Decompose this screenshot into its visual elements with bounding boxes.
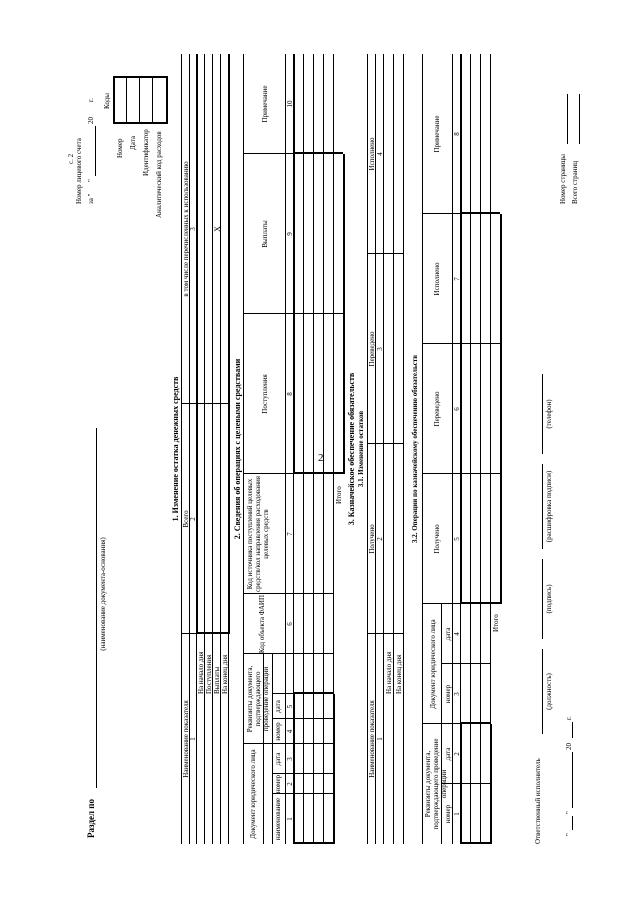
table3-1-col-name: Наименование показателя <box>368 700 376 778</box>
table1-num-3: 3 <box>189 227 197 231</box>
table2-num-1: 1 <box>286 817 294 821</box>
table2-num-6: 6 <box>286 622 294 626</box>
table3-1-row-end: На конец дня <box>395 654 403 694</box>
table3-1-col-received: Получено <box>368 524 376 554</box>
section3-1-title: 3.1. Изменение остатков <box>357 410 365 488</box>
table2-total-label: Итого <box>335 486 343 504</box>
date-open-quote: " <box>565 833 573 836</box>
table2-col-date1: дата <box>274 752 282 766</box>
field-number: Номер <box>116 138 124 158</box>
date-close-quote: " <box>565 811 573 814</box>
table3-1-num-1: 1 <box>376 737 384 741</box>
caption-phone: (телефон) <box>545 399 553 429</box>
field-analytic-code: Аналитический код расходов <box>155 131 163 218</box>
table1-title: 1. Изменение остатка денежных средств <box>171 376 180 522</box>
table3-1-num-3: 3 <box>376 347 384 351</box>
table1-row-end: На конец дня <box>221 654 229 694</box>
table2-col-payments: Выплаты <box>261 220 269 248</box>
account-label: Номер лицевого счета <box>75 138 83 204</box>
table3-2-num-6: 6 <box>453 407 461 411</box>
table3-1-col-executed: Исполнено <box>368 137 376 171</box>
rotated-form <box>60 54 620 844</box>
page-number: 2 <box>318 452 324 464</box>
table3-2-col-executed: Исполнено <box>433 262 441 296</box>
table2-num-3: 3 <box>286 757 294 761</box>
table2-num-8: 8 <box>286 392 294 396</box>
table2-group-document: Документ юридического лица <box>249 749 257 839</box>
table1-col-total: Всего <box>182 510 190 528</box>
table2-col-name: наименование <box>274 797 282 841</box>
table3-2-group-document: Документ юридического лица <box>429 619 437 709</box>
table1-row-out: Выплаты <box>213 666 221 694</box>
year-g: г. <box>87 98 95 102</box>
table3-2-num-2: 2 <box>453 752 461 756</box>
table1-num-1: 1 <box>189 737 197 741</box>
table3-2-col-date2: дата <box>444 627 452 641</box>
date-prefix: за " <box>87 193 95 204</box>
section3-2-title: 3.2. Операции по казначейскому обеспечению обязательств <box>411 355 419 544</box>
table3-2-num-5: 5 <box>453 537 461 541</box>
codes-title: Коды <box>103 93 111 109</box>
table3-1-num-4: 4 <box>376 152 384 156</box>
section-label: Раздел по <box>86 799 96 838</box>
section-caption: (наименование документа-основания) <box>99 537 107 651</box>
table3-2-num-3: 3 <box>453 692 461 696</box>
table2-group-requisites: Реквизиты документа, подтверждающего проведение операции <box>246 665 271 733</box>
footer-year: 20 <box>565 743 573 750</box>
table3-1-col-transferred: Переведено <box>368 331 376 367</box>
table3-2-col-received: Получено <box>433 524 441 554</box>
table1-row-in: Поступления <box>205 654 213 694</box>
table2-title: 2. Сведения об операциях с целевыми средствами <box>233 358 242 540</box>
table2-num-7: 7 <box>286 532 294 536</box>
table1-col-name: Наименование показателя <box>182 700 190 778</box>
field-identifier: Идентификатор <box>142 129 150 176</box>
table3-2-col-transferred: Переведено <box>433 391 441 427</box>
date-quote: " <box>87 179 95 182</box>
table3-1-num-2: 2 <box>376 537 384 541</box>
table2-col-note: Примечание <box>261 85 269 123</box>
page-number-label: Номер страницы <box>559 153 567 204</box>
table3-2-col-date1: дата <box>444 747 452 761</box>
table3-2-num-8: 8 <box>453 132 461 136</box>
table3-2-num-1: 1 <box>453 812 461 816</box>
table3-2-total-label: Итого <box>492 614 500 632</box>
table3-2-col-note: Примечание <box>433 115 441 153</box>
table2-col-faip: Код объекта ФАИП <box>258 594 266 654</box>
page-label: с. 2 <box>67 153 75 164</box>
caption-signature: (подпись) <box>545 584 553 614</box>
footer-year-g: г. <box>565 716 573 720</box>
table1-num-2: 2 <box>189 517 197 521</box>
table2-num-9: 9 <box>286 232 294 236</box>
table3-1-row-start: На начало дня <box>385 651 393 694</box>
table2-num-5: 5 <box>286 704 294 709</box>
table2-col-number1: номер <box>274 774 282 794</box>
caption-decoding: (расшифровка подписи) <box>545 470 553 543</box>
table2-num-2: 2 <box>286 782 294 786</box>
table3-2-group-requisites: Реквизиты документа, подтверждающего проведение операции <box>424 738 449 830</box>
table3-2-num-4: 4 <box>453 632 461 636</box>
table2-col-receipts: Поступления <box>261 374 269 414</box>
table2-col-date2: дата <box>274 700 282 713</box>
field-date: Дата <box>129 136 137 150</box>
table3-2-col-number2: номер <box>444 684 452 704</box>
table2-col-source-code: Код источника поступлений целевых средств/кол направления расходования целевых средств <box>246 476 271 592</box>
table2-num-4: 4 <box>286 729 294 734</box>
table2-col-number2: номер <box>274 722 282 741</box>
year-suffix: 20 <box>87 117 95 124</box>
caption-position: (должность) <box>545 673 553 710</box>
responsible-label: Ответственный исполнитель <box>534 758 542 844</box>
table1-x-mark: X <box>213 226 222 232</box>
table3-2-num-7: 7 <box>453 277 461 281</box>
pages-total-label: Всего страниц <box>571 160 579 204</box>
table1-row-start: На начало дня <box>197 651 205 694</box>
section3-title: 3. Казначейское обеспечение обязательств <box>347 372 356 526</box>
table2-num-10: 10 <box>286 100 294 108</box>
table3-2-col-number1: номер <box>444 804 452 824</box>
table1-col-transferred: в том числе перечисленных к использованию <box>182 161 190 297</box>
